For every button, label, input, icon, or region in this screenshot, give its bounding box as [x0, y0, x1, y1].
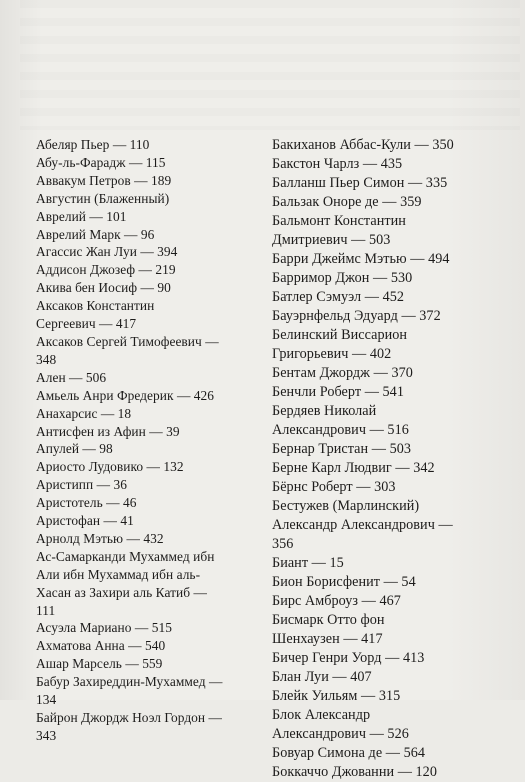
index-entry-line: Блейк Уильям — 315 — [272, 688, 401, 704]
index-entry — [36, 261, 258, 279]
index-entry-line: Григорьевич — 402 — [272, 346, 392, 362]
index-entry-line: Ашар Марсель — 559 — [36, 656, 163, 672]
index-entry-line: Аврелий — 101 — [36, 208, 127, 224]
index-entry — [272, 478, 502, 497]
index-entry-line: Бёрнс Роберт — 303 — [272, 479, 396, 495]
index-entry — [272, 402, 502, 440]
index-entry-line: Бальмонт Константин — [272, 213, 406, 229]
index-entry — [272, 668, 502, 687]
index-entry-line: Балланш Пьер Симон — 335 — [272, 175, 448, 191]
index-entry-line: Бальзак Оноре де — 359 — [272, 194, 422, 210]
index-entry — [272, 687, 502, 706]
index-entry-line: Бернар Тристан — 503 — [272, 441, 412, 457]
index-entry-line: Бенчли Роберт — 541 — [272, 384, 404, 400]
index-entry-line: Августин (Блаженный) — [36, 190, 170, 206]
index-entry-line: Бауэрнфельд Эдуард — 372 — [272, 308, 441, 324]
index-entry-line: Барри Джеймс Мэтью — 494 — [272, 251, 450, 267]
index-entry — [36, 512, 258, 530]
index-entry-line: Арнолд Мэтью — 432 — [36, 530, 164, 546]
index-entry — [272, 383, 502, 402]
index-entry — [36, 387, 258, 405]
index-entry — [36, 494, 258, 512]
index-entry-line: Али ибн Мухаммад ибн аль- — [36, 566, 201, 582]
index-entry-line: 343 — [36, 727, 57, 743]
index-entry — [36, 405, 258, 423]
index-entry-line: Ариосто Лудовико — 132 — [36, 459, 184, 475]
index-entry-line: Блок Александр — [272, 707, 371, 723]
index-entry-line: Антисфен из Афин — 39 — [36, 423, 180, 439]
index-entry — [272, 459, 502, 478]
index-entry-line: 111 — [36, 602, 56, 618]
index-entry-line: Аввакум Петров — 189 — [36, 172, 172, 188]
index-entry-line: Блан Луи — 407 — [272, 669, 372, 685]
index-entry-line: Ас-Самарканди Мухаммед ибн — [36, 548, 215, 564]
index-entry — [272, 250, 502, 269]
index-entry-line: Барримор Джон — 530 — [272, 270, 413, 286]
index-entry-line: Аддисон Джозеф — 219 — [36, 262, 176, 278]
bleed-through-shadow — [20, 0, 520, 130]
index-entry — [272, 611, 502, 649]
index-entry-line: Боккаччо Джованни — 120 — [272, 764, 437, 780]
index-entry-line: Бисмарк Отто фон — [272, 612, 385, 628]
index-entry — [36, 243, 258, 261]
index-entry-line: Апулей — 98 — [36, 441, 113, 457]
index-entry-line: Анахарсис — 18 — [36, 405, 132, 421]
index-entry-line: Батлер Сэмуэл — 452 — [272, 289, 405, 305]
index-entry — [272, 554, 502, 573]
index-entry-line: Белинский Виссарион — [272, 327, 408, 343]
index-entry-line: Ахматова Анна — 540 — [36, 638, 166, 654]
index-entry-line: Бовуар Симона де — 564 — [272, 745, 426, 761]
index-entry-line: Бакиханов Аббас-Кули — 350 — [272, 137, 454, 153]
index-entry — [272, 288, 502, 307]
index-column-right — [272, 136, 502, 782]
index-entry-line: Байрон Джордж Ноэл Гордон — — [36, 710, 222, 725]
index-entry-line: Бердяев Николай — [272, 403, 377, 419]
index-entry — [36, 279, 258, 297]
index-entry — [272, 193, 502, 212]
index-entry-line: Хасан аз Захири аль Катиб — — [36, 584, 207, 600]
index-entry-line: Аристофан — 41 — [36, 513, 134, 529]
index-entry-line: Шенхаузен — 417 — [272, 631, 383, 647]
index-entry-line: Бион Борисфенит — 54 — [272, 574, 416, 590]
index-entry-line: Ален — 506 — [36, 369, 107, 385]
index-entry — [272, 649, 502, 668]
index-entry-line: Агассис Жан Луи — 394 — [36, 244, 178, 260]
index-entry — [272, 174, 502, 193]
index-entry-line: Аксаков Сергей Тимофеевич — — [36, 333, 219, 349]
index-entry — [36, 172, 258, 190]
index-entry-line: Аристипп — 36 — [36, 477, 127, 493]
index-entry-line: 134 — [36, 692, 57, 708]
index-entry-line: Бентам Джордж — 370 — [272, 365, 413, 381]
index-entry-line: Амьель Анри Фредерик — 426 — [36, 387, 215, 403]
index-entry — [272, 364, 502, 383]
index-entry — [36, 154, 258, 172]
index-entry — [272, 440, 502, 459]
index-entry-line: Александрович — 516 — [272, 422, 409, 438]
index-entry — [36, 333, 258, 369]
index-entry — [36, 548, 258, 620]
index-entry — [272, 706, 502, 744]
index-entry — [36, 136, 258, 154]
index-entry — [36, 226, 258, 244]
name-index — [0, 136, 525, 780]
index-entry-line: Сергеевич — 417 — [36, 316, 137, 332]
index-entry — [36, 458, 258, 476]
index-entry-line: Бабур Захиреддин-Мухаммед — — [36, 674, 223, 690]
index-entry-line: Аристотель — 46 — [36, 495, 137, 511]
index-entry-line: Бичер Генри Уорд — 413 — [272, 650, 425, 666]
index-entry-line: Дмитриевич — 503 — [272, 232, 391, 248]
index-entry — [36, 530, 258, 548]
index-entry — [36, 637, 258, 655]
index-entry-line: Бестужев (Марлинский) — [272, 498, 420, 514]
index-entry — [36, 619, 258, 637]
index-entry — [272, 212, 502, 250]
index-entry — [36, 423, 258, 441]
index-entry — [272, 326, 502, 364]
index-entry — [36, 190, 258, 226]
index-entry — [272, 136, 502, 155]
index-entry — [272, 497, 502, 554]
index-entry-line: Александр Александрович — — [272, 517, 453, 533]
index-entry-line: Берне Карл Людвиг — 342 — [272, 460, 435, 476]
index-entry — [272, 269, 502, 288]
index-entry — [36, 369, 258, 387]
index-entry — [36, 673, 258, 709]
index-entry — [36, 297, 258, 333]
index-entry-line: Аксаков Константин — [36, 298, 155, 314]
index-entry — [36, 440, 258, 458]
index-entry — [272, 573, 502, 592]
index-entry-line: Александрович — 526 — [272, 726, 409, 742]
index-entry — [36, 655, 258, 673]
index-entry-line: Акива бен Иосиф — 90 — [36, 280, 171, 296]
index-entry-line: Асуэла Мариано — 515 — [36, 620, 172, 636]
index-entry — [36, 709, 258, 745]
index-entry-line: Биант — 15 — [272, 555, 344, 571]
index-entry-line: Бакстон Чарлз — 435 — [272, 156, 403, 172]
index-entry — [272, 307, 502, 326]
index-entry — [272, 744, 502, 763]
index-entry-line: Аврелий Марк — 96 — [36, 226, 155, 242]
index-entry-line: Бирс Амброуз — 467 — [272, 593, 401, 609]
index-entry — [272, 155, 502, 174]
index-entry-line: 356 — [272, 536, 294, 552]
index-entry-line: Абеляр Пьер — 110 — [36, 137, 150, 152]
index-entry-line: Абу-ль-Фарадж — 115 — [36, 154, 166, 170]
index-entry — [272, 763, 502, 782]
index-column-left — [36, 136, 258, 745]
index-entry — [36, 476, 258, 494]
index-entry-line: 348 — [36, 351, 57, 367]
index-entry — [272, 592, 502, 611]
